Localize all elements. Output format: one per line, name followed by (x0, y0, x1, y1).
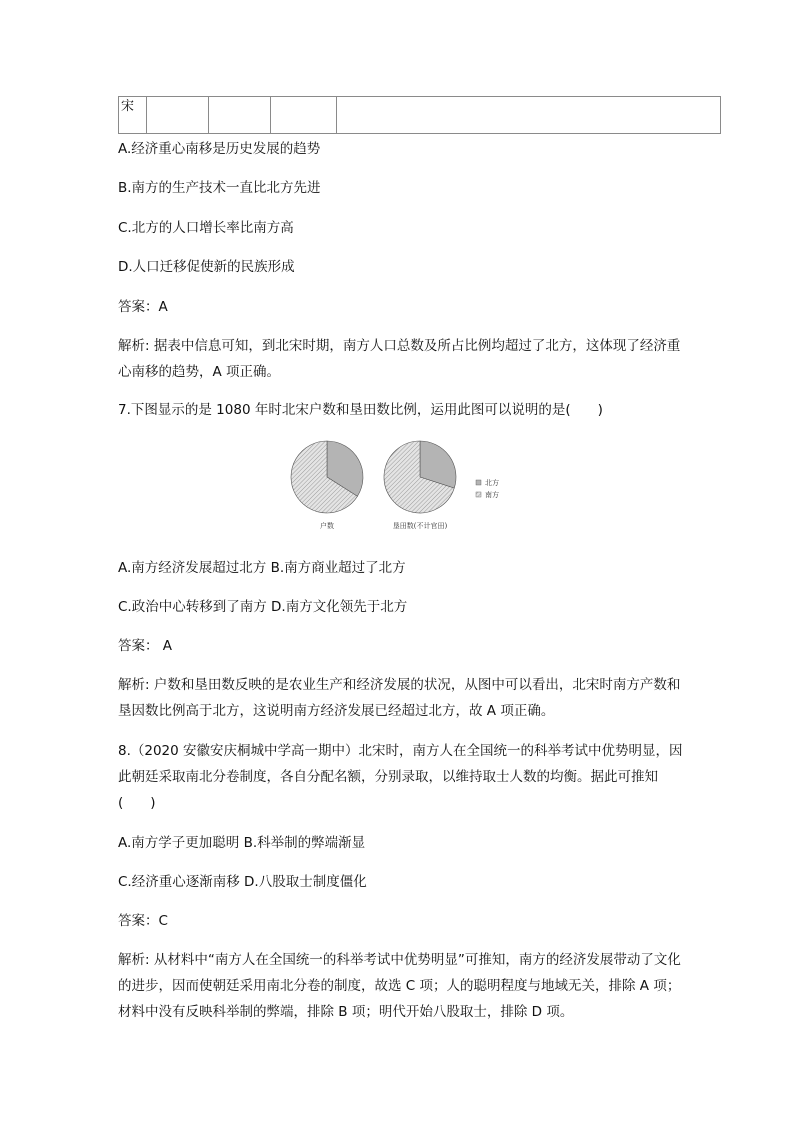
q6-option-d: D.人口迁移促使新的民族形成 (118, 259, 295, 275)
q8-analysis: 解析: 从材料中“南方人在全国统一的科举考试中优势明显”可推知，南方的经济发展带动了文化的进步，因而使朝廷采用南北分卷的制度，故选 C 项；人的聪明程度与地域无关，排除 A 项；材料中没有反映科举制的弊端，排除 B 项；明代开始八股取士，排除 D 项。 (118, 952, 681, 1020)
legend-label-south: 南方 (485, 491, 499, 499)
q7-options-ab: A.南方经济发展超过北方 B.南方商业超过了北方 (118, 560, 406, 576)
q7-question: 7.下图显示的是 1080 年时北宋户数和垦田数比例，运用此图可以说明的是( ) (118, 402, 603, 418)
q8-question: 8.（2020 安徽安庆桐城中学高一期中）北宋时，南方人在全国统一的科举考试中优势明显，因此朝廷采取南北分卷制度，各自分配名额，分别录取，以维持取士人数的均衡。据此可推知( ) (118, 743, 683, 811)
pie-chart-figure (288, 440, 528, 540)
table-cell (271, 97, 337, 134)
table-cell (337, 97, 721, 134)
q8-options-cd: C.经济重心逐渐南移 D.八股取士制度僵化 (118, 874, 367, 890)
table-row (119, 97, 721, 134)
legend-swatch-south (476, 492, 481, 497)
q8-answer: 答案：C (118, 913, 168, 929)
pie-chart-svg (288, 440, 528, 540)
q6-option-c: C.北方的人口增长率比南方高 (118, 220, 294, 236)
q6-option-a: A.经济重心南移是历史发展的趋势 (118, 141, 321, 157)
pie-label-households: 户数 (320, 522, 334, 530)
q6-analysis: 解析: 据表中信息可知，到北宋时期，南方人口总数及所占比例均超过了北方，这体现了经济重心南移的趋势，A 项正确。 (118, 338, 681, 380)
legend-swatch-north (476, 480, 481, 485)
table-cell (209, 97, 271, 134)
q6-option-b: B.南方的生产技术一直比北方先进 (118, 180, 321, 196)
table-cell: 宋 (119, 97, 147, 134)
pie-label-farmland: 垦田数(不计官田) (392, 522, 448, 530)
table-cell (147, 97, 209, 134)
q7-analysis: 解析: 户数和垦田数反映的是农业生产和经济发展的状况，从图中可以看出，北宋时南方产数和垦因数比例高于北方，这说明南方经济发展已经超过北方，故 A 项正确。 (118, 677, 681, 719)
q6-answer: 答案：A (118, 299, 168, 315)
q7-options-cd: C.政治中心转移到了南方 D.南方文化领先于北方 (118, 599, 408, 615)
data-table-fragment (118, 96, 721, 134)
q8-options-ab: A.南方学子更加聪明 B.科举制的弊端渐显 (118, 835, 366, 851)
q7-answer: 答案： A (118, 638, 173, 654)
legend-label-north: 北方 (485, 479, 499, 487)
